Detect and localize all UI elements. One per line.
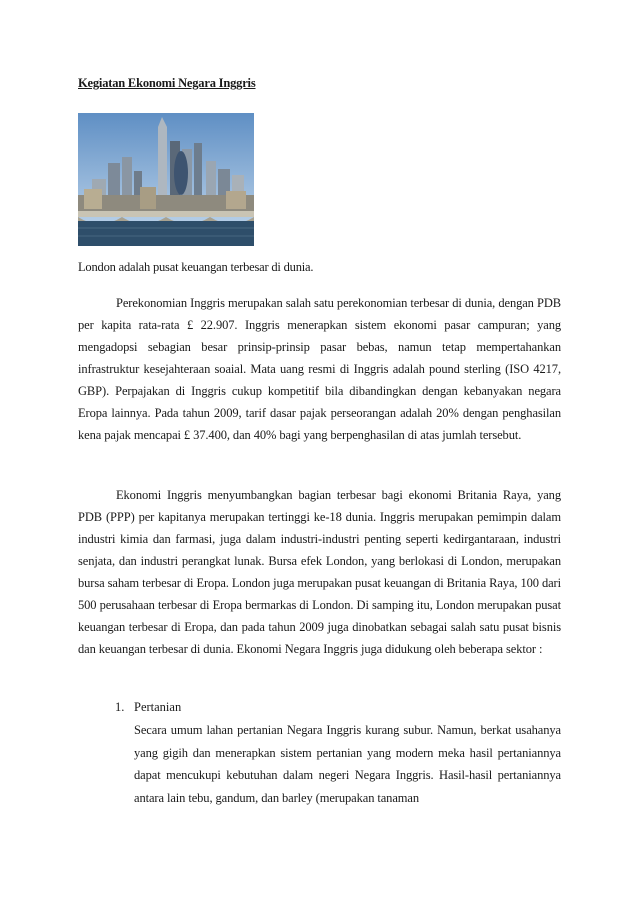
paragraph-ekonomi-inggris	[78, 484, 561, 660]
paragraph-text: Perekonomian Inggris merupakan salah satu perekonomian terbesar di dunia, dengan PDB per kapita rata-rata £ 22.907. Inggris menerapkan sistem ekonomi pasar campuran; yang mengadopsi sebagian besar prinsip-prinsip pasar bebas, namun tetap mempertahankan infrastruktur kesejahteraan soaial. Mata uang resmi di Inggris adalah pound sterling (ISO 4217, GBP). Perpajakan di Inggris cukup kompetitif bila dibandingkan dengan kebanyakan negara Eropa lainnya. Pada tahun 2009, tarif dasar pajak perseorangan adalah 20% dengan penghasilan kena pajak mencapai £ 37.400, dan 40% bagi yang berpenghasilan di atas jumlah tersebut.	[78, 296, 561, 442]
list-item-title: Pertanian	[134, 700, 182, 714]
paragraph-perekonomian	[78, 292, 561, 446]
page-title: Kegiatan Ekonomi Negara Inggris	[78, 76, 256, 90]
paragraph-text: Ekonomi Inggris menyumbangkan bagian terbesar bagi ekonomi Britania Raya, yang PDB (PPP) per kapitanya merupakan tertinggi ke-18 dunia. Inggris merupakan pemimpin dalam industri kimia dan farmasi, juga dalam industri-industri penting seperti kedirgantaraan, industri senjata, dan industri perangkat lunak. Bursa efek London, yang berlokasi di London, merupakan bursa saham terbesar di Eropa. London juga merupakan pusat keuangan di Britania Raya, 100 dari 500 perusahaan terbesar di Eropa bermarkas di London. Di samping itu, London merupakan pusat keuangan terbesar di Eropa, dan pada tahun 2009 juga dinobatkan sebagai salah satu pusat bisnis dan keuangan terbesar di dunia. Ekonomi Negara Inggris juga didukung oleh beberapa sektor :	[78, 488, 561, 656]
list-item-body: Secara umum lahan pertanian Negara Inggris kurang subur. Namun, berkat usahanya yang gigih dan menerapkan sistem pertanian yang modern meka hasil pertaniannya dapat mencukupi kebutuhan dalam negeri Negara Inggris. Hasil-hasil pertaniannya antara lain tebu, gandum, dan barley (merupakan tanaman	[134, 723, 561, 805]
london-skyline-image	[78, 113, 254, 246]
image-caption: London adalah pusat keuangan terbesar di dunia.	[78, 260, 314, 274]
list-item-number: 1.	[115, 700, 125, 714]
